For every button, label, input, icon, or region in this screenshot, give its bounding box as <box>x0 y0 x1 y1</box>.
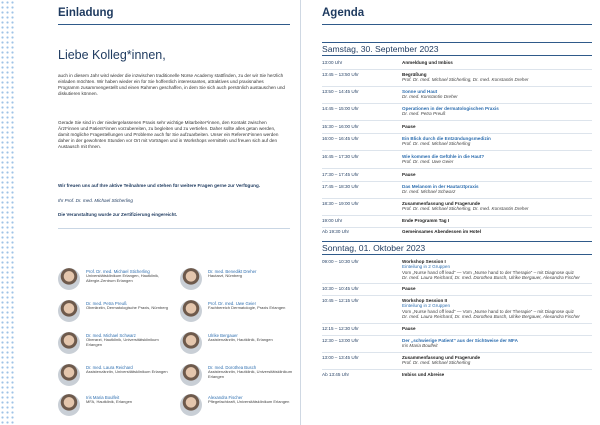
avatar <box>58 332 80 354</box>
agenda-title: Ein Blick durch die Entzündungsmedizin <box>402 136 491 141</box>
faculty-card <box>58 268 176 296</box>
agenda-title: Imbiss und Abreise <box>402 372 445 377</box>
greeting: Liebe Kolleg*innen, <box>58 48 166 62</box>
agenda-speaker: Dr. med. Petra Preuß <box>402 111 446 117</box>
row-separator <box>322 168 592 169</box>
avatar <box>58 394 80 416</box>
agenda-detail: Vom „Nurse hand off lead“ — Vom „Nurse hand to der Therapie“ – mit Diagnose quiz <box>402 308 574 314</box>
faculty-card <box>180 394 298 422</box>
heading-einladung: Einladung <box>58 7 114 19</box>
agenda-title: Pause <box>402 286 416 291</box>
faculty-desc: Hautarzt, Nürnberg <box>208 273 243 278</box>
agenda-time: 10:30 – 10:45 Uhr <box>322 286 359 291</box>
avatar <box>58 268 80 290</box>
faculty-desc: Assistenzärztin, Universitätsklinikum Erlangen <box>86 369 168 374</box>
row-separator <box>322 352 592 353</box>
agenda-title: Pause <box>402 326 416 331</box>
faculty-name: Iris Maria Boulfeit <box>86 395 120 400</box>
avatar <box>180 332 202 354</box>
agenda-title: Pause <box>402 172 416 177</box>
heading-agenda: Agenda <box>322 7 365 19</box>
section-rule <box>58 228 290 229</box>
agenda-time: 17:30 – 17:45 Uhr <box>322 172 359 177</box>
agenda-subtitle: Einteilung in 2 Gruppen <box>402 303 451 309</box>
row-separator <box>322 323 592 324</box>
agenda-time: Ab 19:30 Uhr <box>322 229 350 234</box>
faculty-card <box>180 300 298 328</box>
agenda-time: 13:50 – 14:45 Uhr <box>322 89 359 94</box>
agenda-time: 12:30 – 13:00 Uhr <box>322 338 359 343</box>
faculty-card <box>180 332 298 360</box>
agenda-title: Wie kommen die Gefühle in die Haut? <box>402 154 485 159</box>
heading-rule <box>58 24 290 25</box>
agenda-time: 13:45 – 13:50 Uhr <box>322 72 359 77</box>
faculty-desc: Assistenzärztin, Hautklinik, Universitätsklinikum Erlangen <box>208 369 293 379</box>
agenda-time: 15:30 – 16:00 Uhr <box>322 124 359 129</box>
faculty-card <box>180 364 298 392</box>
faculty-name: Dr. med. Benedikt Dreher <box>208 269 257 274</box>
agenda-time: 17:45 – 18:30 Uhr <box>322 184 359 189</box>
heading-rule <box>322 24 592 25</box>
faculty-card <box>180 268 298 296</box>
faculty-name: Prof. Dr. med. Uwe Geier <box>208 301 256 306</box>
faculty-desc: Fachbereich Dermatologie, Praxis Erlangen <box>208 305 286 310</box>
faculty-name: Alexandra Fischer <box>208 395 243 400</box>
faculty-card <box>58 300 176 328</box>
faculty-grid <box>58 268 296 418</box>
faculty-card <box>58 332 176 360</box>
row-separator <box>322 133 592 134</box>
agenda-title: Operationen in der dermatologischen Praxis <box>402 106 499 111</box>
agenda-title: Der „schwierige Patient“ aus der Sichtweise der MFA <box>402 338 518 343</box>
agenda-detail: Vom „Nurse hand off lead“ — Vom „Nurse hand to der Therapie“ – mit Diagnose quiz <box>402 269 574 275</box>
day-header-saturday: Samstag, 30. September 2023 <box>322 42 592 56</box>
faculty-desc: Oberarzt, Hautklinik, Universitätsklinikum Erlangen <box>86 337 159 347</box>
agenda-speaker: Prof. Dr. med. Michael Sticherling, Dr. med. Konstantin Dreher <box>402 206 529 212</box>
faculty-desc: MFA, Hautklinik, Erlangen <box>86 399 133 404</box>
row-separator <box>322 335 592 336</box>
closing-paragraph: Wir freuen uns auf Ihre aktive Teilnahme und stehen für weitere Fragen gerne zur Verfügung. <box>58 183 261 188</box>
row-separator <box>322 86 592 87</box>
row-separator <box>322 69 592 70</box>
agenda-time: 14:45 – 15:00 Uhr <box>322 106 359 111</box>
faculty-card <box>58 394 176 422</box>
agenda-time: 09:00 – 10:30 Uhr <box>322 259 359 264</box>
row-separator <box>322 150 592 151</box>
row-separator <box>322 120 592 121</box>
agenda-time: Ab 13:45 Uhr <box>322 372 350 377</box>
agenda-title: Workshop Session I <box>402 259 446 264</box>
agenda-speaker: Prof. Dr. med. Uwe Geier <box>402 159 454 165</box>
agenda-title: Pause <box>402 124 416 129</box>
agenda-time: 13:00 Uhr <box>322 60 343 65</box>
faculty-name: Prof. Dr. med. Michael Sticherling <box>86 269 150 274</box>
agenda-title: Zusammenfassung und Fragerunde <box>402 355 481 360</box>
agenda-time: 12:15 – 12:30 Uhr <box>322 326 359 331</box>
agenda-title: Sonne und Haut <box>402 89 438 94</box>
agenda-time: 16:45 – 17:30 Uhr <box>322 154 359 159</box>
signature: Ihr Prof. Dr. med. Michael Sticherling <box>58 198 133 203</box>
avatar <box>180 300 202 322</box>
faculty-desc: Pflegefachkraft, Universitätsklinikum Erlangen <box>208 399 290 404</box>
agenda-time: 13:00 – 13:45 Uhr <box>322 355 359 360</box>
row-separator <box>322 283 592 284</box>
faculty-name: Dr. med. Dorothea Busch <box>208 365 257 370</box>
avatar <box>58 300 80 322</box>
agenda-time: 10:45 – 12:15 Uhr <box>322 298 359 303</box>
agenda-time: 16:00 – 16:45 Uhr <box>322 136 359 141</box>
row-separator <box>322 295 592 296</box>
agenda-speaker: Iris Maria Boulfeit <box>402 343 438 349</box>
agenda-speaker: Prof. Dr. med. Michael Sticherling <box>402 141 471 147</box>
agenda-title: Zusammenfassung und Fragerunde <box>402 201 481 206</box>
avatar <box>180 394 202 416</box>
intro-paragraph: auch in diesem Jahr wird wieder die inzwischen traditionelle Nürse Academy stattfinden, zu der wir Sie herzlich einladen möchten. Wir haben wieder ein für Sie hoffentlich interessantes, attraktives und praxisnahes Programm zusammengestellt und einen Rahmen geschaffen, in dem Sie sich auch persönlich austauschen und diskutieren können. <box>58 73 285 97</box>
day-header-sunday: Sonntag, 01. Oktober 2023 <box>322 241 592 255</box>
agenda-title: Anmeldung und Imbiss <box>402 60 453 65</box>
agenda-speaker: Prof. Dr. med. Michael Sticherling, Dr. med. Konstantin Dreher <box>402 77 529 83</box>
faculty-desc: Universitätsklinikum Erlangen, Hautklinik, Allergie-Zentrum Erlangen <box>86 273 160 283</box>
body-paragraph: Gerade Sie sind in der niedergelassenen Praxis sehr wichtige Mitarbeiter*innen, den Kontakt zwischen Ärzt*innen und Patient*innen vorzubereiten, zu begleiten und zu vertiefen. Daher sollte alles getan werden, damit mögliche Fragestellungen und Probleme auch für Sie aufzuarbeiten. Unser ein Referent*innen werden daher in der gewohnten Stunden vor Ort mit Vorträgen und in Workshops vermitteln und freuen sich auf den Austausch mit Ihnen. <box>58 120 279 150</box>
faculty-name: Ulrike Bergauer <box>208 333 238 338</box>
agenda-time: 18:30 – 19:00 Uhr <box>322 201 359 206</box>
row-separator <box>322 215 592 216</box>
row-separator <box>322 181 592 182</box>
row-separator <box>322 103 592 104</box>
faculty-desc: Oberärztin, Dermatologische Praxis, Nürnberg <box>86 305 169 310</box>
faculty-name: Dr. med. Laura Reichard <box>86 365 133 370</box>
agenda-subtitle: Einteilung in 2 Gruppen <box>402 264 451 270</box>
agenda-title: Das Melanom in der Hautarztpraxis <box>402 184 479 189</box>
avatar <box>180 364 202 386</box>
faculty-card <box>58 364 176 392</box>
row-separator <box>322 227 592 228</box>
agenda-speaker: Dr. med. Michael Schwarz <box>402 189 456 195</box>
agenda-title: Begrüßung <box>402 72 427 77</box>
agenda-speaker: Dr. med. Laura Reichard, Dr. med. Dorothea Busch, Ulrike Bergauer, Alexandra Fischer <box>402 314 580 320</box>
agenda-speaker: Prof. Dr. med. Michael Sticherling <box>402 360 471 366</box>
agenda-time: 19:00 Uhr <box>322 218 343 223</box>
avatar <box>180 268 202 290</box>
agenda-speaker: Dr. med. Laura Reichard, Dr. med. Dorothea Busch, Ulrike Bergauer, Alexandra Fischer <box>402 275 580 281</box>
agenda-title: Ende Programm Tag I <box>402 218 450 223</box>
certification-note: Die Veranstaltung wurde zur Zertifizierung eingereicht. <box>58 212 178 217</box>
row-separator <box>322 198 592 199</box>
faculty-desc: Assistenzärztin, Hautklinik, Erlangen <box>208 337 273 342</box>
agenda-title: Workshop Session II <box>402 298 448 303</box>
agenda-title: Gemeinsames Abendessen im Hotel <box>402 229 481 234</box>
agenda-speaker: Dr. med. Konstantin Dreher <box>402 94 458 100</box>
avatar <box>58 364 80 386</box>
page-divider <box>300 0 301 425</box>
faculty-name: Dr. med. Michael Schwarz <box>86 333 136 338</box>
faculty-name: Dr. med. Petra Preuß <box>86 301 127 306</box>
dotted-pattern-strip <box>0 0 14 425</box>
row-separator <box>322 369 592 370</box>
